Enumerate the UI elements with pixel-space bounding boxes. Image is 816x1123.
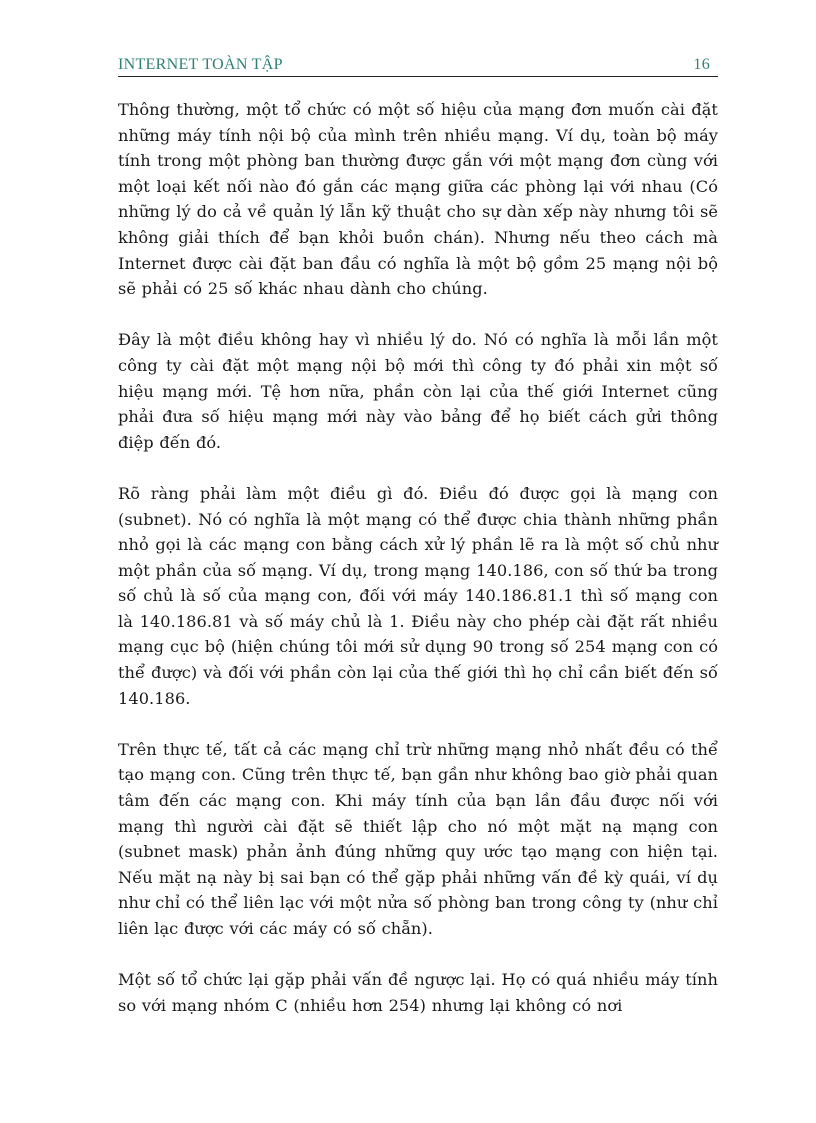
paragraph: Một số tổ chức lại gặp phải vấn đề ngược lại. Họ có quá nhiều máy tính so với mạng nhóm C (nhiều hơn 254) nhưng lại không có nơi [118,970,718,1015]
paragraph: Trên thực tế, tất cả các mạng chỉ trừ những mạng nhỏ nhất đều có thể tạo mạng con. Cũng trên thực tế, bạn gần như không bao giờ phải quan tâm đến các mạng con. Khi máy tính của bạn lần đầu được nối với mạng thì người cài đặt sẽ thiết lập cho nó một mặt nạ mạng con (subnet mask) phản ảnh đúng những quy ước tạo mạng con hiện tại. Nếu mặt nạ này bị sai bạn có thể gặp phải những vấn đề kỳ quái, ví dụ như chỉ có thể liên lạc với một nửa số phòng ban trong công ty (như chỉ liên lạc được với các máy có số chẵn). [118,739,718,938]
document-page [118,50,718,1044]
running-title: INTERNET TOÀN TẬP [118,56,283,73]
page-number: 16 [693,56,710,73]
paragraph: Rõ ràng phải làm một điều gì đó. Điều đó được gọi là mạng con (subnet). Nó có nghĩa là một mạng có thể được chia thành những phần nhỏ gọi là các mạng con bằng cách xử lý phần lẽ ra là một số chủ như một phần của số mạng. Ví dụ, trong mạng 140.186, con số thứ ba trong số chủ là số của mạng con, đối với máy 140.186.81.1 thì số mạng con là 140.186.81 và số máy chủ là 1. Điều này cho phép cài đặt rất nhiều mạng cục bộ (hiện chúng tôi mới sử dụng 90 trong số 254 mạng con có thể được) và đối với phần còn lại của thế giới thì họ chỉ cần biết đến số 140.186. [118,483,718,708]
body-text [118,97,718,1018]
paragraph: Đây là một điều không hay vì nhiều lý do. Nó có nghĩa là mỗi lần một công ty cài đặt một mạng nội bộ mới thì công ty đó phải xin một số hiệu mạng mới. Tệ hơn nữa, phần còn lại của thế giới Internet cũng phải đưa số hiệu mạng mới này vào bảng để họ biết cách gửi thông điệp đến đó. [118,330,718,452]
paragraph: Thông thường, một tổ chức có một số hiệu của mạng đơn muốn cài đặt những máy tính nội bộ của mình trên nhiều mạng. Ví dụ, toàn bộ máy tính trong một phòng ban thường được gắn với một mạng đơn cùng với một loại kết nối nào đó gắn các mạng giữa các phòng lại với nhau (Có những lý do cả về quản lý lẫn kỹ thuật cho sự dàn xếp này nhưng tôi sẽ không giải thích để bạn khỏi buồn chán). Nhưng nếu theo cách mà Internet được cài đặt ban đầu có nghĩa là một bộ gồm 25 mạng nội bộ sẽ phải có 25 số khác nhau dành cho chúng. [118,100,718,299]
page-header [118,50,718,77]
